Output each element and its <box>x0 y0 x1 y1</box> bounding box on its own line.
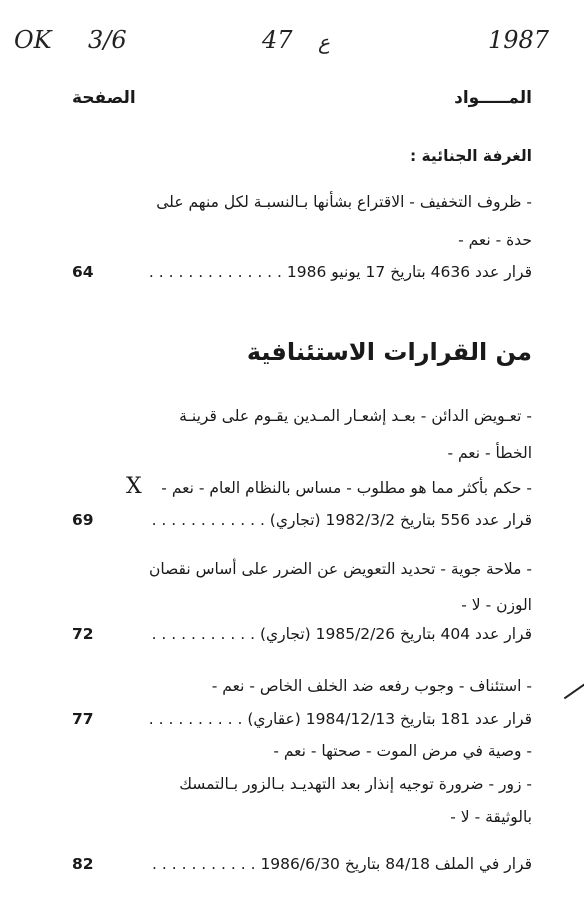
page-number: 72 <box>72 625 94 643</box>
decision-reference <box>72 511 532 533</box>
page-number: 82 <box>72 855 94 873</box>
entry-line: - ملاحة جوية - تحديد التعويض عن الضرر على أساس نقصان <box>148 560 532 578</box>
decision-text: قرار في الملف 84/18 بتاريخ 1986/6/30 . . . . . . . . . . . <box>152 855 532 873</box>
handwritten-margin-stroke <box>564 683 584 700</box>
header-materials: المـــــواد <box>454 88 532 108</box>
decision-reference <box>72 263 532 285</box>
decision-text: قرار عدد 181 بتاريخ 1984/12/13 (عقاري) . . . . . . . . . . <box>148 710 532 728</box>
handwritten-year: 1987 <box>488 26 550 54</box>
decision-reference <box>72 625 532 647</box>
appeal-decisions-title: من القرارات الاستئنافية <box>246 338 532 366</box>
handwritten-number: 47 <box>262 26 293 54</box>
page-number: 64 <box>72 263 94 281</box>
handwritten-fraction: 3/6 <box>88 26 127 54</box>
entry-line: بالوثيقة - لا - <box>450 808 532 826</box>
decision-reference <box>72 710 532 732</box>
entry-line: - تعـويض الدائن - بعـد إشعـار المـدين يقـوم على قرينـة <box>179 407 532 425</box>
entry-line: - ظروف التخفيف - الاقتراع بشأنها بـالنسبـة لكل منهم على <box>156 193 532 211</box>
column-header <box>72 88 532 114</box>
entry-line: - وصية في مرض الموت - صحتها - نعم - <box>273 742 532 760</box>
decision-text: قرار عدد 556 بتاريخ 1982/3/2 (تجاري) . . . . . . . . . . . . <box>151 511 532 529</box>
decision-text: قرار عدد 4636 بتاريخ 17 يونيو 1986 . . . . . . . . . . . . . . <box>148 263 532 281</box>
entry-line: حدة - نعم - <box>458 231 532 249</box>
header-page: الصفحة <box>72 88 136 108</box>
decision-text: قرار عدد 404 بتاريخ 1985/2/26 (تجاري) . . . . . . . . . . . <box>151 625 532 643</box>
handwritten-ok: OK <box>14 26 52 54</box>
section-criminal-chamber: الغرفة الجنائية : <box>409 147 532 165</box>
handwritten-letter: ع <box>318 30 330 54</box>
entry-line: الوزن - لا - <box>461 596 532 614</box>
entry-line: - زور - ضرورة توجيه إنذار بعد التهديـد بـالزور بـالتمسك <box>179 775 532 793</box>
entry-line: - حكم بأكثر مما هو مطلوب - مساس بالنظام العام - نعم - <box>161 479 532 497</box>
page-number: 69 <box>72 511 94 529</box>
entry-line: الخطأ - نعم - <box>447 444 532 462</box>
handwritten-x-mark: X <box>126 474 142 499</box>
entry-line: - استئناف - وجوب رفعه ضد الخلف الخاص - نعم - <box>211 677 532 695</box>
page-number: 77 <box>72 710 94 728</box>
decision-reference <box>72 855 532 877</box>
